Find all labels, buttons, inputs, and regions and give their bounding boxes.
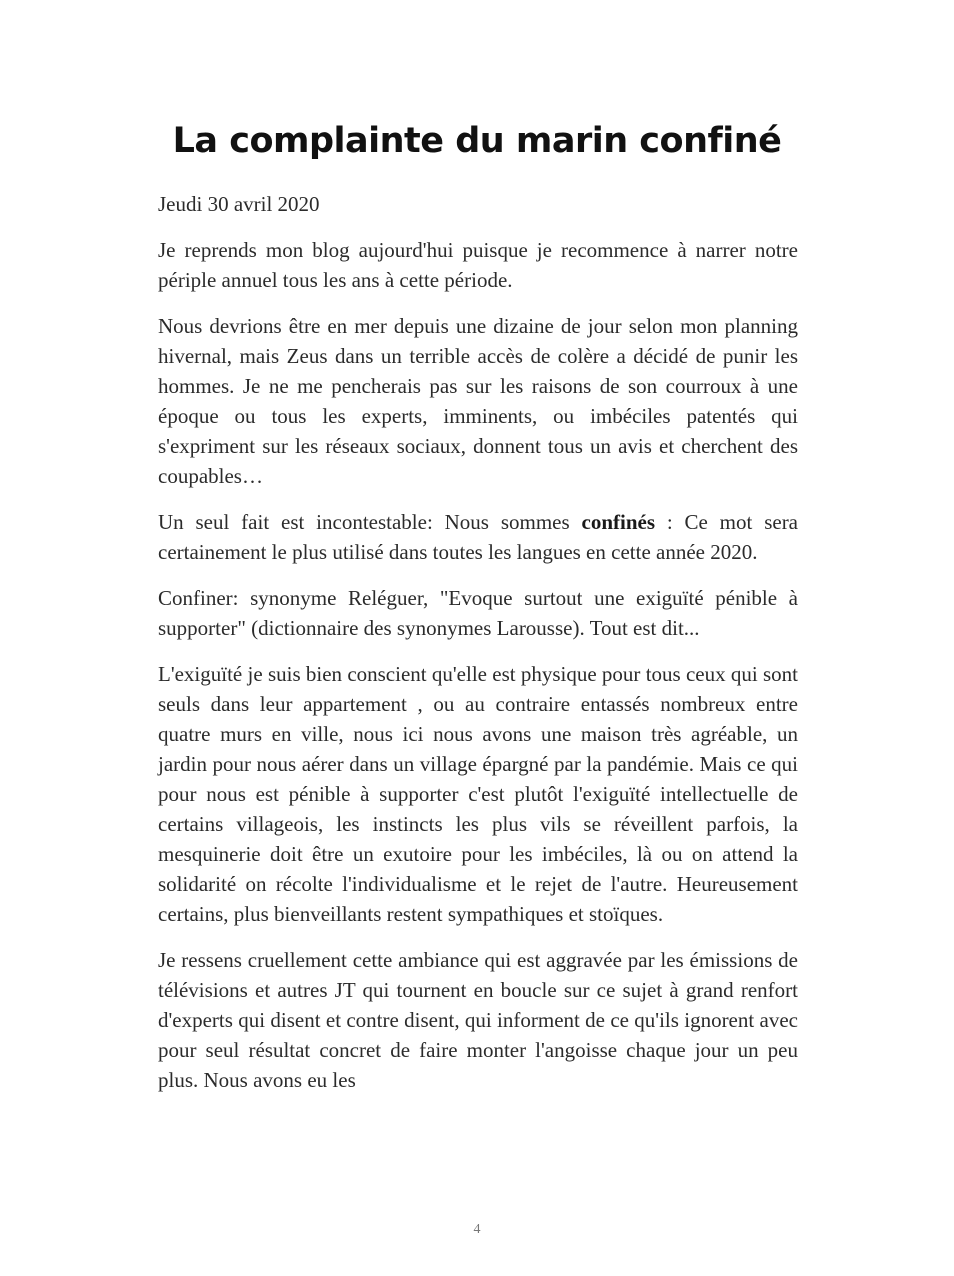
page-number: 4 (473, 1222, 481, 1237)
paragraph-2: Nous devrions être en mer depuis une dizaine de jour selon mon planning hivernal, mais Zeus dans un terrible accès de colère a décidé de punir les hommes. Je ne me pencherais pas sur les raisons de son courroux à une époque ou tous les experts, imminents, ou imbéciles patentés qui s'expriment sur les réseaux sociaux, donnent tous un avis et cherchent des coupables… (158, 314, 798, 488)
paragraph-4: Confiner: synonyme Reléguer, "Evoque surtout une exiguïté pénible à supporter" (dictionnaire des synonymes Larousse). Tout est dit... (158, 586, 798, 640)
page-title: La complainte du marin confiné (172, 121, 782, 161)
paragraph-5: L'exiguïté je suis bien conscient qu'elle est physique pour tous ceux qui sont seuls dans leur appartement , ou au contraire entassés nombreux entre quatre murs en ville, nous ici nous avons une maison très agréable, un jardin pour nous aérer dans un village épargné par la pandémie. Mais ce qui pour nous est pénible à supporter c'est plutôt l'exiguïté intellectuelle de certains villageois, les instincts les plus vils se réveillent parfois, la mesquinerie doit être un exutoire pour les imbéciles, là ou on attend la solidarité on récolte l'individualisme et le rejet de l'autre. Heureusement certains, plus bienveillants restent sympathiques et stoïques. (158, 662, 798, 926)
paragraph-6: Je ressens cruellement cette ambiance qui est aggravée par les émissions de télévisions et autres JT qui tournent en boucle sur ce sujet à grand renfort d'experts qui disent et contre disent, qui informent de ce qu'ils ignorent avec pour seul résultat concret de faire monter l'angoisse chaque jour un peu plus. Nous avons eu les (158, 948, 798, 1092)
paragraph-1: Je reprends mon blog aujourd'hui puisque je recommence à narrer notre périple annuel tous les ans à cette période. (158, 238, 798, 292)
paragraph-3-bold-word: confinés (581, 510, 655, 534)
post-date: Jeudi 30 avril 2020 (158, 192, 320, 216)
paragraph-3-text-before: Un seul fait est incontestable: Nous sommes (158, 510, 582, 534)
document-body (158, 189, 798, 1111)
paragraph-3-text-after: : Ce mot sera certainement le plus utilisé dans toutes les langues en cette année 2020. (158, 510, 799, 564)
paragraph-3 (158, 507, 798, 567)
